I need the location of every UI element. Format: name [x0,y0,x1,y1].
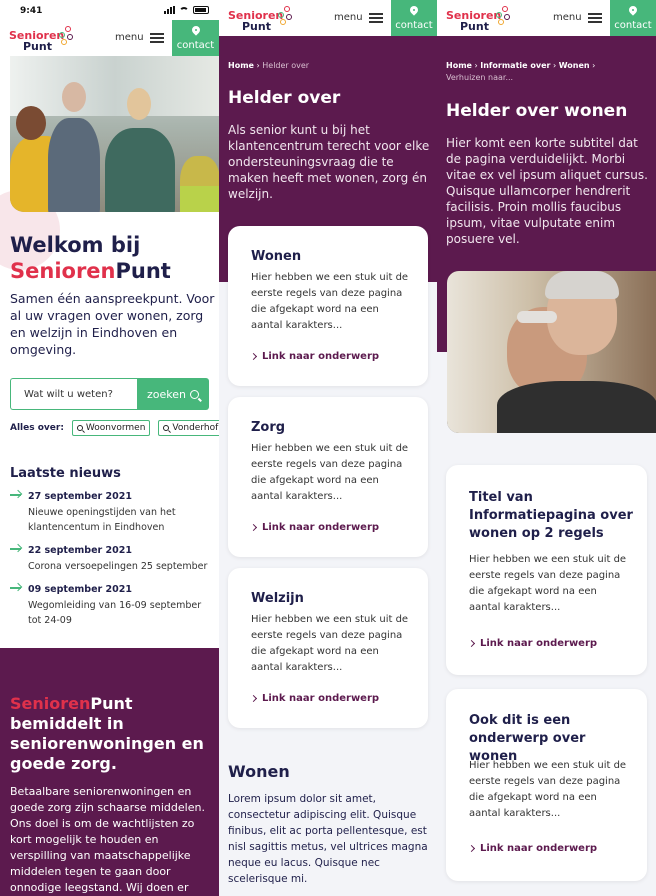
chevron-right-icon [468,845,475,852]
search-bar [10,378,209,410]
home-screen [0,0,219,896]
topic-link[interactable]: Link naar onderwerp [469,638,597,649]
search-icon [163,425,169,431]
logo-mark-icon [278,6,294,24]
contact-button[interactable]: contact [391,0,437,36]
search-icon [77,425,83,431]
about-title: SeniorenPunt bemiddelt in seniorenwoningen en goede zorg. [10,694,204,773]
info-card[interactable]: Titel van Informatiepagina over wonen op 2 regels Hier hebben we een stuk uit de eerste regels van deze pagina die afgekapt word na een aantal karakters... Link naar onderwerp [446,465,647,675]
section-text: Lorem ipsum dolor sit amet, consectetur adipiscing elit. Quisque finibus, elit ac porta pellentesque, est nisl sagittis metus, vel ultrices magna neque eu lacus. Quisque nec scelerisque mi. [228,793,428,885]
section-title: Wonen [228,762,290,781]
contact-button[interactable]: contact [172,20,219,56]
about-text: Betaalbare seniorenwoningen en goede zorg zijn schaarse middelen. Ons doel is om de wachtlijsten zo kort mogelijk te houden en verspilling van maatschappelijke middelen tegen te gaan door onnodige leegstand. Wij doen er [10,785,205,894]
breadcrumb: Home › Helder over [228,61,310,70]
status-bar [0,0,219,20]
arrow-right-icon [10,587,21,589]
topic-link[interactable]: Link naar onderwerp [251,522,379,533]
news-item[interactable]: 27 september 2021 Nieuwe openingstijden van het klantencentum in Eindhoven [10,491,215,535]
topic-link[interactable]: Link naar onderwerp [251,693,379,704]
signal-icon [164,6,175,14]
topic-card-zorg[interactable]: Zorg Hier hebben we een stuk uit de eerste regels van deze pagina die afgekapt word na een aantal karakters... Link naar onderwerp [228,397,428,557]
page-intro: Als senior kunt u bij het klantencentrum terecht voor elke ondersteuningsvraag die te maken heeft met wonen, zorg én welzijn. [228,123,430,201]
location-pin-icon [191,26,201,38]
logo[interactable]: Senioren Punt [9,30,64,52]
topic-card-wonen[interactable]: Wonen Hier hebben we een stuk uit de eerste regels van deze pagina die afgekapt word na een aantal karakters... Link naar onderwerp [228,226,428,386]
topic-card-welzijn[interactable]: Welzijn Hier hebben we een stuk uit de eerste regels van deze pagina die afgekapt word na een aantal karakters... Link naar onderwerp [228,568,428,728]
news-title: Laatste nieuws [10,466,121,481]
welcome-heading: Welkom bij SeniorenPunt [10,233,171,283]
location-pin-icon [409,6,419,18]
news-item[interactable]: 09 september 2021 Wegomleiding van 16-09 september tot 24-09 [10,584,215,628]
menu-button[interactable]: menu [115,32,164,43]
menu-button[interactable]: menu [553,12,602,23]
topic-link[interactable]: Link naar onderwerp [251,351,379,362]
alles-over: Alles over: Woonvormen Vonderhof [10,420,219,436]
hamburger-icon [369,13,383,23]
chevron-right-icon [468,640,475,647]
page-title: Helder over [228,88,341,108]
search-input[interactable]: Wat wilt u weten? [10,378,137,410]
hamburger-icon [588,13,602,23]
page-title: Helder over wonen [446,101,628,121]
battery-icon [193,6,209,14]
status-time: 9:41 [20,6,43,16]
hero-photo [10,56,219,212]
hamburger-icon [150,33,164,43]
topic-link[interactable]: Link naar onderwerp [469,843,597,854]
news-item[interactable]: 22 september 2021 Corona versoepelingen 25 september [10,545,215,574]
helder-over-wonen-screen [437,0,656,896]
location-pin-icon [628,6,638,18]
arrow-right-icon [10,494,21,496]
tag-woonvormen[interactable]: Woonvormen [72,420,150,436]
logo-mark-icon [496,6,512,24]
contact-button[interactable]: contact [610,0,656,36]
hero-photo [447,271,656,433]
helder-over-screen [219,0,437,896]
chevron-right-icon [250,353,257,360]
page-intro: Hier komt een korte subtitel dat de pagina verduidelijkt. Morbi vitae ex vel ipsum aliquet cursus. Quisque ullamcorper hendrerit facilisis. Proin mollis faucibus ipsum, vitae vulputate enim posuere vel. [446,136,648,246]
status-icons [164,6,209,14]
intro-text: Samen één aanspreekpunt. Voor al uw vragen over wonen, zorg en welzijn in Eindhoven en omgeving. [10,291,215,357]
breadcrumb: Home › Informatie over › Wonen › Verhuizen naar... [446,61,596,82]
chevron-right-icon [250,695,257,702]
wifi-icon [179,7,189,14]
logo[interactable]: Senioren Punt [446,10,501,32]
arrow-right-icon [10,548,21,550]
chevron-right-icon [250,524,257,531]
logo-mark-icon [59,26,75,44]
search-icon [190,390,199,399]
tag-vonderhof[interactable]: Vonderhof [158,420,219,436]
info-card[interactable]: Ook dit is een onderwerp over wonen Hier hebben we een stuk uit de eerste regels van deze pagina die afgekapt word na een aantal karakters... Link naar onderwerp [446,689,647,881]
menu-button[interactable]: menu [334,12,383,23]
search-button[interactable]: zoeken [137,378,209,410]
logo[interactable]: Senioren Punt [228,10,283,32]
